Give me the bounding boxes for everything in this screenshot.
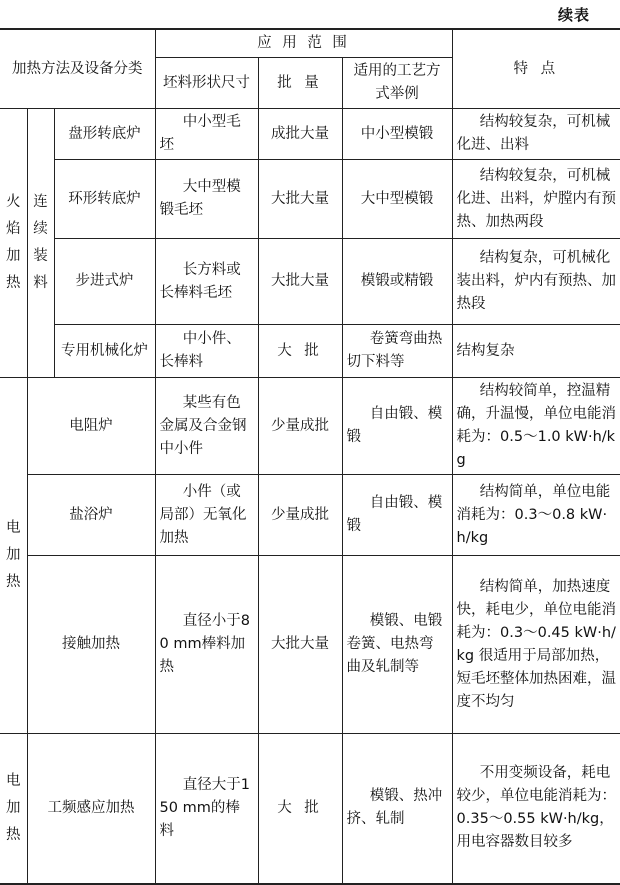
table-row	[0, 109, 620, 160]
header-features: 特 点	[452, 29, 620, 109]
row-billet: 某些有色金属及合金钢中小件	[155, 378, 258, 475]
row-features: 结构较复杂，可机械化进、出料，炉膛内有预热、加热两段	[452, 160, 620, 239]
row-features: 结构复杂	[452, 325, 620, 378]
group-continuous-loading: 连 续 装 料	[27, 109, 54, 378]
header-batch: 批 量	[258, 58, 342, 109]
row-billet: 直径大于150 mm的棒料	[155, 734, 258, 884]
row-name: 电阻炉	[27, 378, 155, 475]
row-process: 模锻、热冲挤、轧制	[342, 734, 452, 884]
row-process: 大中型模锻	[342, 160, 452, 239]
row-batch: 大 批	[258, 325, 342, 378]
table-row	[0, 556, 620, 734]
header-row-1	[0, 29, 620, 58]
row-billet: 中小型毛坯	[155, 109, 258, 160]
continued-label: 续表	[557, 6, 590, 24]
row-batch: 大 批	[258, 734, 342, 884]
row-billet: 大中型模锻毛坯	[155, 160, 258, 239]
row-features: 结构简单，加热速度快，耗电少，单位电能消耗为：0.3～0.45 kW·h/kg 很适用于局部加热，短毛坯整体加热困难，温度不均匀	[452, 556, 620, 734]
table-row	[0, 239, 620, 325]
group-flame-heating: 火 焰 加 热	[0, 109, 27, 378]
group-electric-heating: 电 加 热	[0, 378, 27, 734]
row-process: 模锻、电锻卷簧、电热弯曲及轧制等	[342, 556, 452, 734]
row-features: 结构较简单，控温精确，升温慢，单位电能消耗为：0.5～1.0 kW·h/kg	[452, 378, 620, 475]
row-name: 专用机械化炉	[54, 325, 155, 378]
row-billet: 中小件、长棒料	[155, 325, 258, 378]
header-billet: 坯料形状尺寸	[155, 58, 258, 109]
heating-methods-table	[0, 28, 620, 885]
row-process: 模锻或精锻	[342, 239, 452, 325]
row-batch: 大批大量	[258, 239, 342, 325]
row-billet: 长方料或长棒料毛坯	[155, 239, 258, 325]
row-features: 结构简单，单位电能消耗为：0.3～0.8 kW·h/kg	[452, 475, 620, 556]
row-name: 工频感应加热	[27, 734, 155, 884]
row-batch: 大批大量	[258, 556, 342, 734]
row-batch: 少量成批	[258, 378, 342, 475]
row-features: 结构复杂，可机械化装出料，炉内有预热、加热段	[452, 239, 620, 325]
row-batch: 少量成批	[258, 475, 342, 556]
row-batch: 成批大量	[258, 109, 342, 160]
row-process: 卷簧弯曲热切下料等	[342, 325, 452, 378]
header-process: 适用的工艺方式举例	[342, 58, 452, 109]
table-row	[0, 734, 620, 884]
table-row	[0, 475, 620, 556]
row-process: 中小型模锻	[342, 109, 452, 160]
row-features: 不用变频设备，耗电较少，单位电能消耗为：0.35～0.55 kW·h/kg，用电容器数目较多	[452, 734, 620, 884]
table-row	[0, 160, 620, 239]
row-name: 步进式炉	[54, 239, 155, 325]
row-batch: 大批大量	[258, 160, 342, 239]
row-process: 自由锻、模锻	[342, 378, 452, 475]
table-row	[0, 325, 620, 378]
header-scope: 应 用 范 围	[155, 29, 452, 58]
header-method: 加热方法及设备分类	[0, 29, 155, 109]
row-billet: 直径小于80 mm棒料加热	[155, 556, 258, 734]
row-name: 接触加热	[27, 556, 155, 734]
row-name: 环形转底炉	[54, 160, 155, 239]
row-billet: 小件（或局部）无氧化加热	[155, 475, 258, 556]
row-name: 盘形转底炉	[54, 109, 155, 160]
row-features: 结构较复杂，可机械化进、出料	[452, 109, 620, 160]
row-process: 自由锻、模锻	[342, 475, 452, 556]
row-name: 盐浴炉	[27, 475, 155, 556]
table-row	[0, 378, 620, 475]
group-electric-heating: 电 加 热	[0, 734, 27, 884]
